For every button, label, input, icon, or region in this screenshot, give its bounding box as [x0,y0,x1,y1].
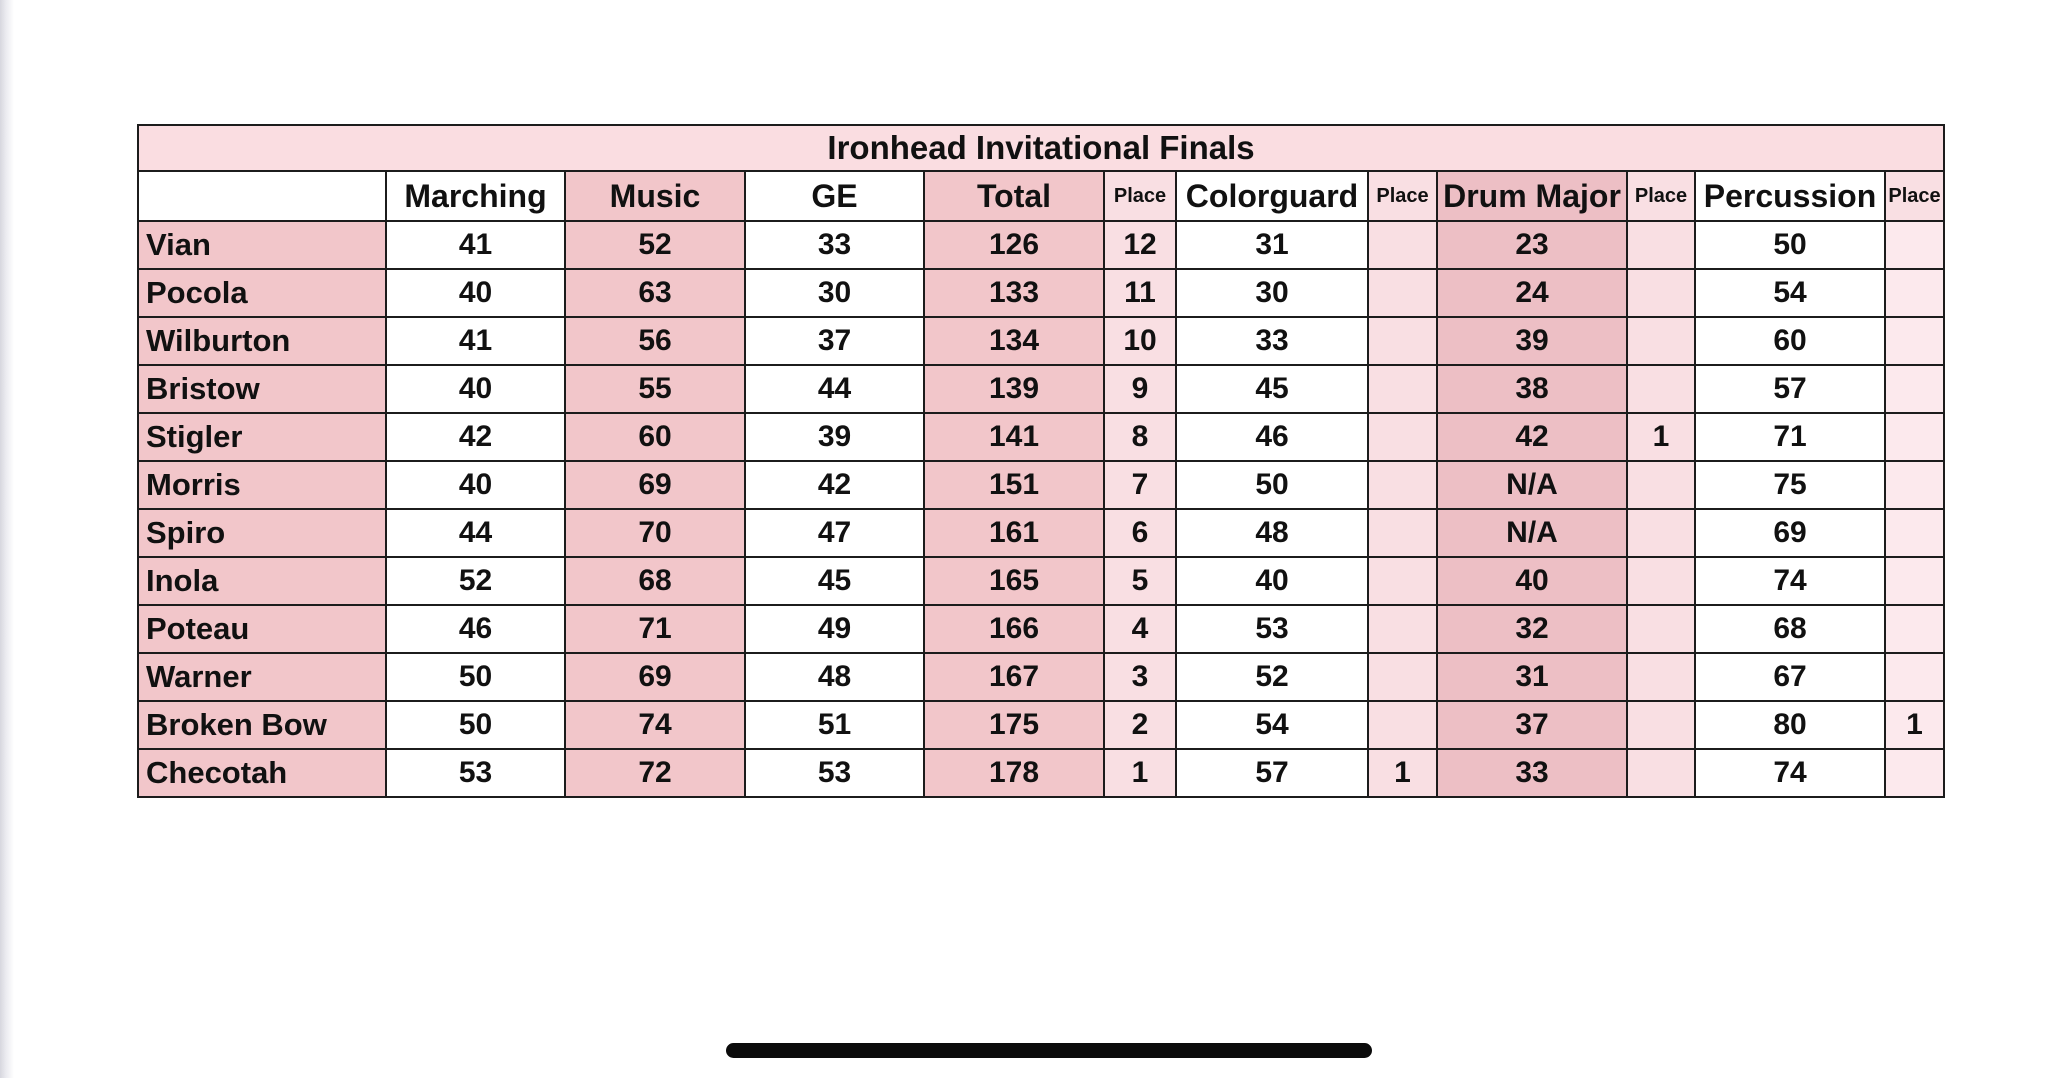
cell-drum_major_place [1627,461,1695,509]
cell-percussion_place [1885,461,1944,509]
school-name-cell: Spiro [138,509,386,557]
cell-drum_major: 37 [1437,701,1627,749]
table-row [138,749,1944,797]
cell-colorguard_place [1368,269,1437,317]
title-row [138,125,1944,171]
cell-total: 126 [924,221,1104,269]
cell-drum_major: N/A [1437,509,1627,557]
cell-music: 70 [565,509,745,557]
cell-music: 69 [565,461,745,509]
cell-percussion: 69 [1695,509,1885,557]
cell-drum_major: 32 [1437,605,1627,653]
home-indicator-bar[interactable] [726,1043,1372,1058]
cell-percussion: 50 [1695,221,1885,269]
cell-marching: 52 [386,557,565,605]
cell-colorguard: 46 [1176,413,1368,461]
cell-drum_major_place [1627,557,1695,605]
cell-colorguard: 45 [1176,365,1368,413]
cell-drum_major_place [1627,701,1695,749]
cell-marching: 44 [386,509,565,557]
school-name-cell: Poteau [138,605,386,653]
cell-colorguard_place [1368,701,1437,749]
cell-place: 2 [1104,701,1176,749]
cell-marching: 53 [386,749,565,797]
cell-drum_major: 38 [1437,365,1627,413]
table-row [138,653,1944,701]
table-row [138,461,1944,509]
cell-percussion_place [1885,557,1944,605]
header-row [138,171,1944,221]
cell-ge: 33 [745,221,924,269]
cell-percussion: 75 [1695,461,1885,509]
cell-place: 12 [1104,221,1176,269]
cell-percussion_place [1885,653,1944,701]
table-row [138,509,1944,557]
cell-colorguard: 33 [1176,317,1368,365]
cell-percussion: 67 [1695,653,1885,701]
cell-ge: 45 [745,557,924,605]
school-name-cell: Wilburton [138,317,386,365]
cell-ge: 53 [745,749,924,797]
col-header-drum_major: Drum Major [1437,171,1627,221]
school-name-cell: Broken Bow [138,701,386,749]
col-header-colorguard: Colorguard [1176,171,1368,221]
cell-music: 60 [565,413,745,461]
cell-ge: 51 [745,701,924,749]
cell-colorguard_place [1368,365,1437,413]
cell-music: 71 [565,605,745,653]
cell-drum_major: 42 [1437,413,1627,461]
cell-colorguard: 57 [1176,749,1368,797]
col-header-place: Place [1104,171,1176,221]
cell-percussion_place [1885,749,1944,797]
cell-music: 74 [565,701,745,749]
cell-percussion_place [1885,413,1944,461]
cell-drum_major: 40 [1437,557,1627,605]
school-name-cell: Checotah [138,749,386,797]
cell-ge: 47 [745,509,924,557]
cell-marching: 41 [386,221,565,269]
cell-marching: 46 [386,605,565,653]
cell-ge: 39 [745,413,924,461]
cell-colorguard_place [1368,653,1437,701]
cell-drum_major_place [1627,509,1695,557]
cell-colorguard: 48 [1176,509,1368,557]
cell-music: 56 [565,317,745,365]
cell-place: 4 [1104,605,1176,653]
table-row [138,413,1944,461]
cell-colorguard_place [1368,509,1437,557]
col-header-marching: Marching [386,171,565,221]
cell-place: 1 [1104,749,1176,797]
table-row [138,269,1944,317]
cell-ge: 30 [745,269,924,317]
cell-ge: 44 [745,365,924,413]
cell-place: 11 [1104,269,1176,317]
cell-place: 9 [1104,365,1176,413]
col-header-school [138,171,386,221]
cell-total: 141 [924,413,1104,461]
cell-drum_major: 33 [1437,749,1627,797]
cell-total: 165 [924,557,1104,605]
cell-colorguard: 52 [1176,653,1368,701]
cell-colorguard_place [1368,605,1437,653]
col-header-drum_major_place: Place [1627,171,1695,221]
cell-percussion: 80 [1695,701,1885,749]
cell-ge: 42 [745,461,924,509]
cell-place: 5 [1104,557,1176,605]
cell-drum_major_place [1627,653,1695,701]
table-title: Ironhead Invitational Finals [138,125,1944,171]
cell-drum_major_place [1627,365,1695,413]
cell-percussion_place [1885,221,1944,269]
cell-place: 8 [1104,413,1176,461]
school-name-cell: Bristow [138,365,386,413]
cell-drum_major_place [1627,749,1695,797]
school-name-cell: Vian [138,221,386,269]
cell-drum_major_place [1627,269,1695,317]
cell-drum_major: 39 [1437,317,1627,365]
cell-percussion: 74 [1695,557,1885,605]
cell-drum_major_place [1627,605,1695,653]
cell-percussion: 57 [1695,365,1885,413]
cell-percussion_place [1885,509,1944,557]
cell-marching: 42 [386,413,565,461]
col-header-ge: GE [745,171,924,221]
cell-percussion: 68 [1695,605,1885,653]
cell-total: 175 [924,701,1104,749]
table-row [138,557,1944,605]
school-name-cell: Warner [138,653,386,701]
cell-music: 68 [565,557,745,605]
cell-percussion_place [1885,317,1944,365]
cell-place: 7 [1104,461,1176,509]
cell-colorguard: 50 [1176,461,1368,509]
school-name-cell: Stigler [138,413,386,461]
table-row [138,221,1944,269]
page-edge-shadow [0,0,14,1078]
cell-total: 139 [924,365,1104,413]
cell-music: 52 [565,221,745,269]
table-row [138,365,1944,413]
cell-total: 161 [924,509,1104,557]
cell-percussion: 71 [1695,413,1885,461]
cell-colorguard_place [1368,413,1437,461]
cell-place: 3 [1104,653,1176,701]
cell-percussion_place [1885,269,1944,317]
cell-colorguard: 31 [1176,221,1368,269]
cell-marching: 40 [386,365,565,413]
table-row [138,701,1944,749]
cell-drum_major_place: 1 [1627,413,1695,461]
cell-marching: 50 [386,653,565,701]
cell-percussion_place [1885,365,1944,413]
cell-drum_major_place [1627,221,1695,269]
cell-colorguard: 30 [1176,269,1368,317]
cell-place: 6 [1104,509,1176,557]
cell-total: 178 [924,749,1104,797]
cell-percussion_place: 1 [1885,701,1944,749]
col-header-colorguard_place: Place [1368,171,1437,221]
cell-total: 166 [924,605,1104,653]
cell-colorguard: 53 [1176,605,1368,653]
cell-colorguard_place: 1 [1368,749,1437,797]
cell-drum_major: 24 [1437,269,1627,317]
scores-table [137,124,1945,798]
col-header-percussion_place: Place [1885,171,1944,221]
cell-marching: 50 [386,701,565,749]
cell-place: 10 [1104,317,1176,365]
cell-marching: 41 [386,317,565,365]
school-name-cell: Morris [138,461,386,509]
cell-total: 167 [924,653,1104,701]
cell-colorguard_place [1368,557,1437,605]
col-header-music: Music [565,171,745,221]
cell-drum_major_place [1627,317,1695,365]
table-row [138,317,1944,365]
col-header-total: Total [924,171,1104,221]
cell-drum_major: 23 [1437,221,1627,269]
cell-music: 72 [565,749,745,797]
cell-percussion: 60 [1695,317,1885,365]
cell-colorguard_place [1368,461,1437,509]
cell-colorguard: 54 [1176,701,1368,749]
table-row [138,605,1944,653]
cell-music: 69 [565,653,745,701]
cell-total: 151 [924,461,1104,509]
cell-marching: 40 [386,461,565,509]
cell-percussion: 54 [1695,269,1885,317]
cell-colorguard_place [1368,317,1437,365]
cell-percussion_place [1885,605,1944,653]
school-name-cell: Pocola [138,269,386,317]
cell-total: 134 [924,317,1104,365]
cell-music: 55 [565,365,745,413]
cell-drum_major: N/A [1437,461,1627,509]
cell-drum_major: 31 [1437,653,1627,701]
cell-ge: 48 [745,653,924,701]
school-name-cell: Inola [138,557,386,605]
cell-marching: 40 [386,269,565,317]
cell-music: 63 [565,269,745,317]
cell-ge: 37 [745,317,924,365]
cell-percussion: 74 [1695,749,1885,797]
cell-colorguard_place [1368,221,1437,269]
cell-total: 133 [924,269,1104,317]
col-header-percussion: Percussion [1695,171,1885,221]
cell-ge: 49 [745,605,924,653]
cell-colorguard: 40 [1176,557,1368,605]
